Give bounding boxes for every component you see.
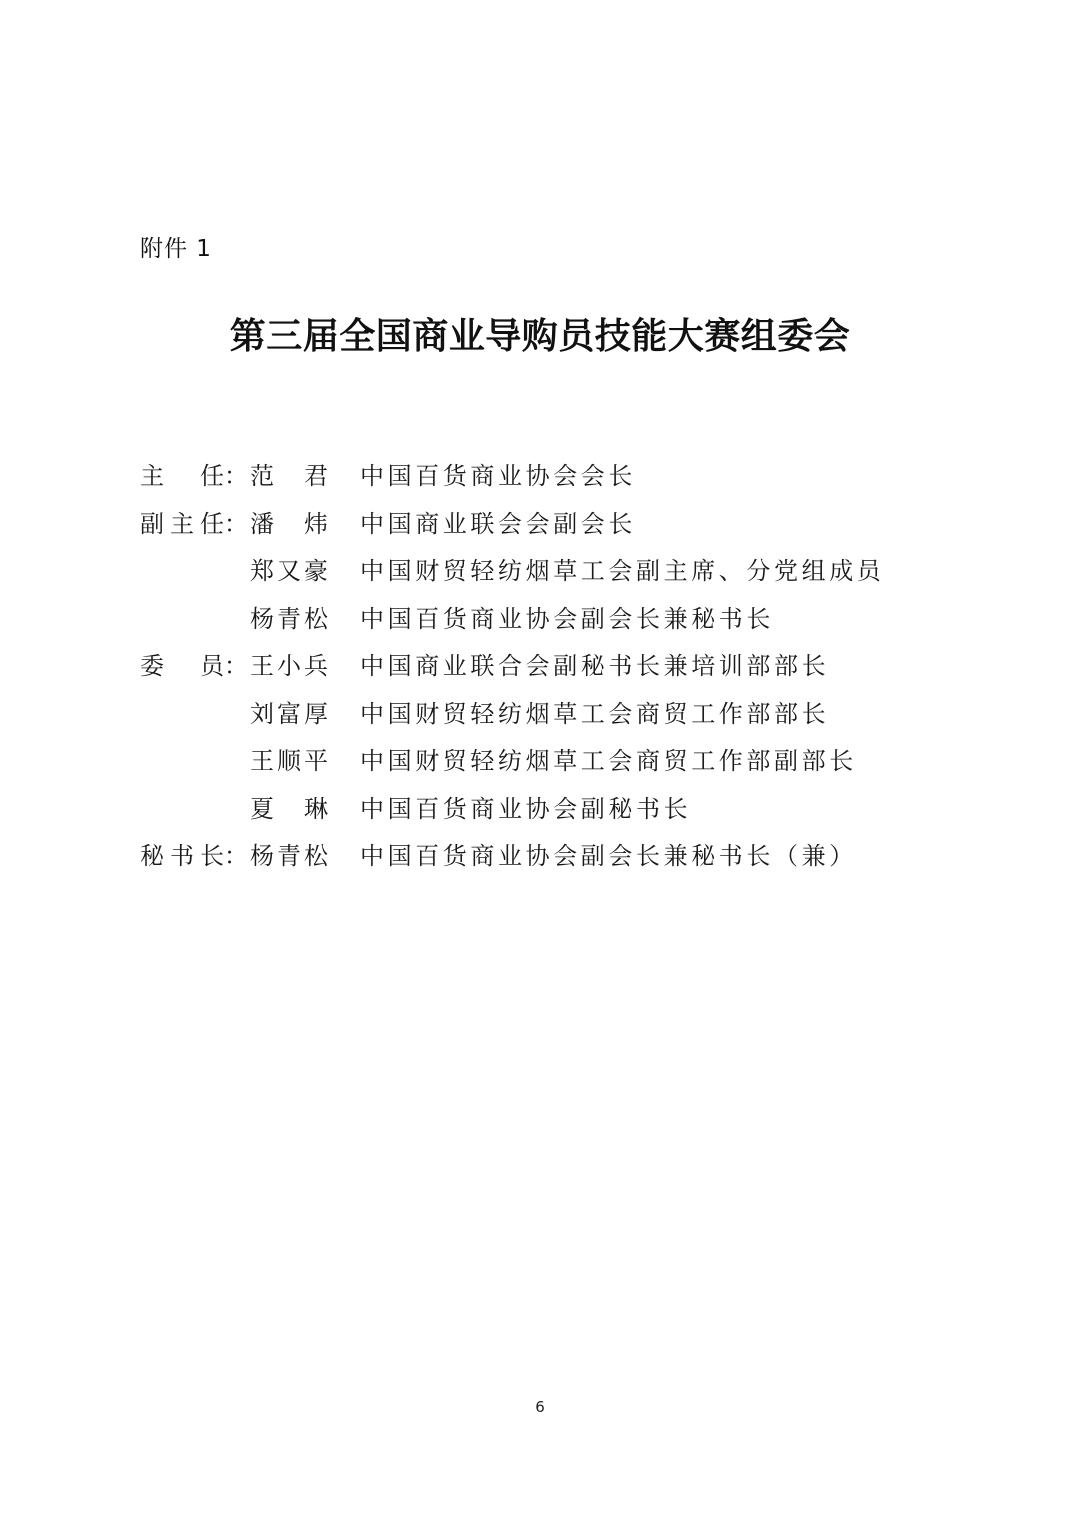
- page-number: 6: [535, 1398, 545, 1416]
- member-name: 潘 炜: [250, 509, 328, 538]
- role-label: 副 主 任：: [140, 509, 248, 538]
- page-title: 第三届全国商业导购员技能大赛组委会: [229, 315, 851, 357]
- role-label: 秘 书 长：: [140, 842, 248, 870]
- member-position: 中国财贸轻纺烟草工会商贸工作部部长: [360, 699, 830, 728]
- member-name: 刘 富 厚: [250, 699, 328, 728]
- role-label: 委 员：: [140, 652, 248, 680]
- member-name: 郑 又 豪: [250, 557, 328, 585]
- member-position: 中国百货商业协会副会长兼秘书长（兼）: [360, 842, 857, 870]
- member-position: 中国财贸轻纺烟草工会副主席、分党组成员: [360, 557, 885, 585]
- member-name: 王 顺 平: [250, 747, 328, 775]
- member-position: 中国商业联会会副会长: [360, 509, 636, 538]
- role-label: 主 任：: [140, 462, 248, 490]
- member-name: 范 君: [250, 462, 328, 490]
- member-name: 杨 青 松: [250, 604, 328, 633]
- member-name: 杨 青 松: [250, 842, 328, 870]
- member-name: 王 小 兵: [250, 652, 328, 680]
- member-name: 夏 琳: [250, 794, 328, 823]
- member-position: 中国商业联合会副秘书长兼培训部部长: [360, 652, 830, 680]
- attachment-label: 附件 1: [140, 236, 212, 262]
- member-position: 中国百货商业协会副秘书长: [360, 794, 692, 823]
- member-position: 中国百货商业协会会长: [360, 462, 636, 490]
- member-position: 中国财贸轻纺烟草工会商贸工作部副部长: [360, 747, 857, 775]
- member-position: 中国百货商业协会副会长兼秘书长: [360, 604, 774, 633]
